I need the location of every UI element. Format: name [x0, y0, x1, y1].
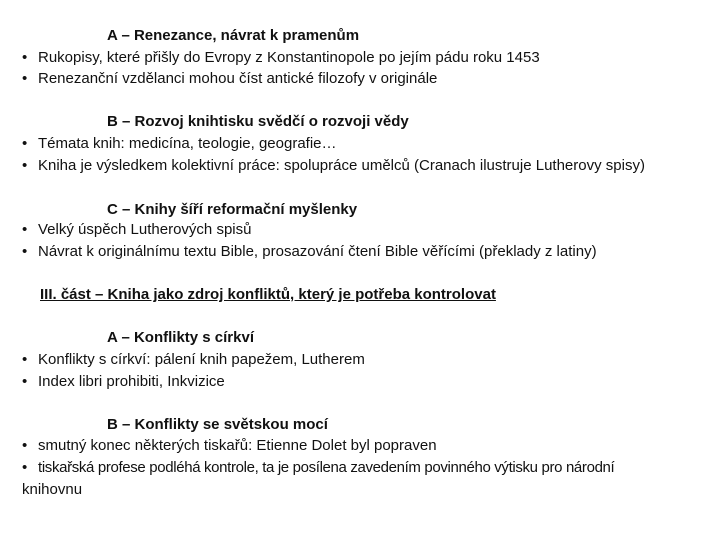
list-item-text: Velký úspěch Lutherových spisů [38, 221, 252, 238]
bullet-icon: • [22, 351, 28, 368]
list-item-text: Index libri prohibiti, Inkvizice [38, 373, 225, 390]
list-item [22, 135, 337, 153]
subsection-a-heading: A – Konflikty s církví [107, 329, 254, 346]
list-item-text: tiskařská profese podléhá kontrole, ta je posílena zavedením povinného výtisku pro národní [38, 459, 615, 476]
bullet-icon: • [22, 157, 28, 174]
list-item-text: Renezanční vzdělanci mohou číst antické filozofy v originále [38, 70, 438, 87]
list-item-text: Témata knih: medicína, teologie, geografie… [38, 135, 337, 152]
list-item-text: Rukopisy, které přišly do Evropy z Konstantinopole po jejím pádu roku 1453 [38, 49, 540, 66]
subsection-b-heading: B – Konflikty se světskou mocí [107, 416, 328, 433]
bullet-icon: • [22, 243, 28, 260]
bullet-icon: • [22, 221, 28, 238]
section-a-heading: A – Renezance, návrat k pramenům [107, 27, 360, 44]
section-c-heading: C – Knihy šíří reformační myšlenky [107, 201, 358, 218]
list-item [22, 70, 437, 88]
bullet-icon: • [22, 49, 28, 66]
list-item-text: Konflikty s církví: pálení knih papežem, Lutherem [38, 351, 365, 368]
list-item [22, 221, 251, 239]
list-item [22, 243, 597, 261]
list-item [22, 373, 225, 391]
part-three-title: III. část – Kniha jako zdroj konfliktů, který je potřeba kontrolovat [40, 286, 496, 303]
list-item [22, 351, 365, 369]
list-item-continuation: knihovnu [22, 481, 83, 498]
list-item [22, 437, 437, 455]
list-item-text: Návrat k originálnímu textu Bible, prosazování čtení Bible věřícími (překlady z latiny) [38, 243, 597, 260]
bullet-icon: • [22, 135, 28, 152]
list-item-text: Kniha je výsledkem kolektivní práce: spolupráce umělců (Cranach ilustruje Lutherovy spisy) [38, 157, 645, 174]
bullet-icon: • [22, 70, 28, 87]
list-item [22, 459, 614, 477]
list-item-text: smutný konec některých tiskařů: Etienne Dolet byl popraven [38, 437, 437, 454]
bullet-icon: • [22, 459, 27, 476]
bullet-icon: • [22, 437, 28, 454]
list-item [22, 157, 645, 175]
bullet-icon: • [22, 373, 28, 390]
list-item [22, 49, 540, 67]
section-b-heading: B – Rozvoj knihtisku svědčí o rozvoji vědy [107, 113, 409, 130]
